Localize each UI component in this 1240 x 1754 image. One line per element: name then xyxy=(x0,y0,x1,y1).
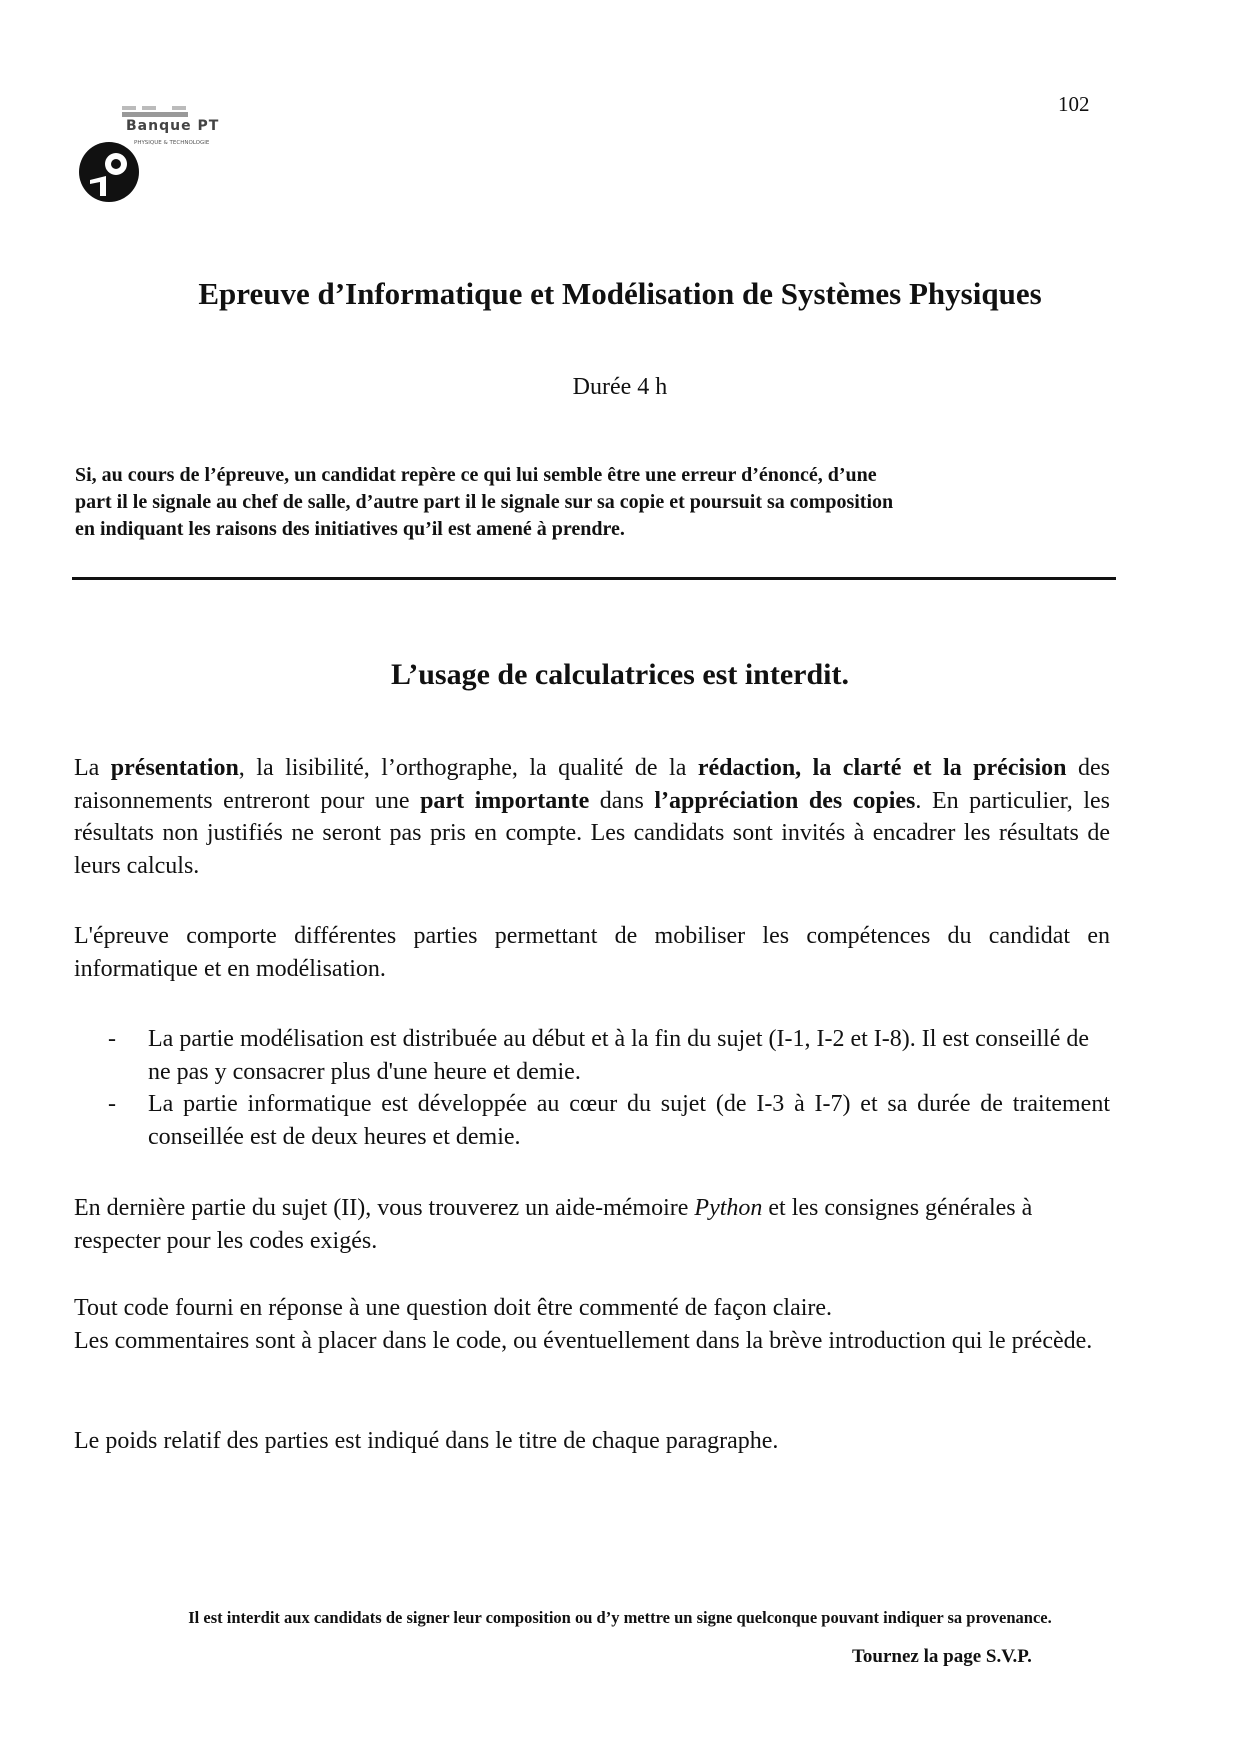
text-run: La xyxy=(74,755,111,781)
divider-rule xyxy=(72,577,1116,580)
notice-line: Si, au cours de l’épreuve, un candidat repère ce qui lui semble être une erreur d’énoncé, d’une xyxy=(75,464,877,486)
code-comments-paragraph xyxy=(74,1292,1110,1357)
bold-run: présentation xyxy=(110,755,239,781)
bullet-text: La partie informatique est développée au cœur du sujet (de I-3 à I-7) et sa durée de traitement conseillée est de deux heures et demie. xyxy=(148,1091,1110,1150)
text-run: et les consignes générales à respecter pour les codes exigés. xyxy=(74,1195,1033,1254)
notice-line: en indiquant les raisons des initiatives qu’il est amené à prendre. xyxy=(75,518,625,540)
bold-run: part importante xyxy=(420,787,590,814)
weights-paragraph: Le poids relatif des parties est indiqué dans le titre de chaque paragraphe. xyxy=(74,1428,779,1454)
text-run: des raisonnements entreront pour une xyxy=(74,755,1110,814)
bullet-text: La partie modélisation est distribuée au début et à la fin du sujet (I-1, I-2 et I-8). Il est conseillé de ne pas y consacrer plus d'une heure et demie. xyxy=(148,1026,1090,1085)
turn-page-note: Tournez la page S.V.P. xyxy=(852,1646,1032,1667)
banque-pt-logo-graphic xyxy=(76,106,266,206)
logo-subtext: PHYSIQUE & TECHNOLOGIE xyxy=(134,140,210,146)
calculator-ban-heading: L’usage de calculatrices est interdit. xyxy=(391,658,849,691)
presentation-paragraph xyxy=(74,752,1110,882)
banque-pt-logo xyxy=(76,106,266,206)
bullet-dash: - xyxy=(108,1026,116,1052)
error-notice xyxy=(75,462,1115,543)
notice-line: part il le signale au chef de salle, d’autre part il le signale sur sa copie et poursuit sa composition xyxy=(75,491,894,513)
list-item xyxy=(108,1088,1110,1153)
text-run: , la lisibilité, l’orthographe, la qualité de la xyxy=(238,755,698,781)
logo-text: Banque PT xyxy=(126,118,220,134)
parts-bullet-list xyxy=(108,1023,1110,1153)
text-run: dans xyxy=(589,787,655,814)
parts-intro-paragraph: L'épreuve comporte différentes parties permettant de mobiliser les compétences du candidat en informatique et en modélisation. xyxy=(74,923,1110,982)
exam-title: Epreuve d’Informatique et Modélisation de Systèmes Physiques xyxy=(198,276,1042,311)
code-line: Les commentaires sont à placer dans le code, ou éventuellement dans la brève introduction qui le précède. xyxy=(74,1327,1093,1354)
bold-run: rédaction, la clarté et la précision xyxy=(697,755,1067,781)
code-line: Tout code fourni en réponse à une question doit être commenté de façon claire. xyxy=(74,1295,833,1321)
python-paragraph xyxy=(74,1192,1110,1257)
bold-run: l’appréciation des copies xyxy=(654,787,916,814)
italic-run: Python xyxy=(694,1195,763,1221)
text-run: . En particulier, les résultats non justifiés ne seront pas pris en compte. Les candidats sont invités à encadrer les résultats de leurs calculs. xyxy=(74,787,1110,879)
page-number: 102 xyxy=(1058,92,1090,116)
exam-duration: Durée 4 h xyxy=(572,374,668,400)
bullet-dash: - xyxy=(108,1091,116,1117)
list-item xyxy=(108,1023,1110,1088)
footer-warning: Il est interdit aux candidats de signer leur composition ou d’y mettre un signe quelconque pouvant indiquer sa provenance. xyxy=(188,1608,1052,1627)
text-run: En dernière partie du sujet (II), vous trouverez un aide-mémoire xyxy=(74,1195,695,1221)
